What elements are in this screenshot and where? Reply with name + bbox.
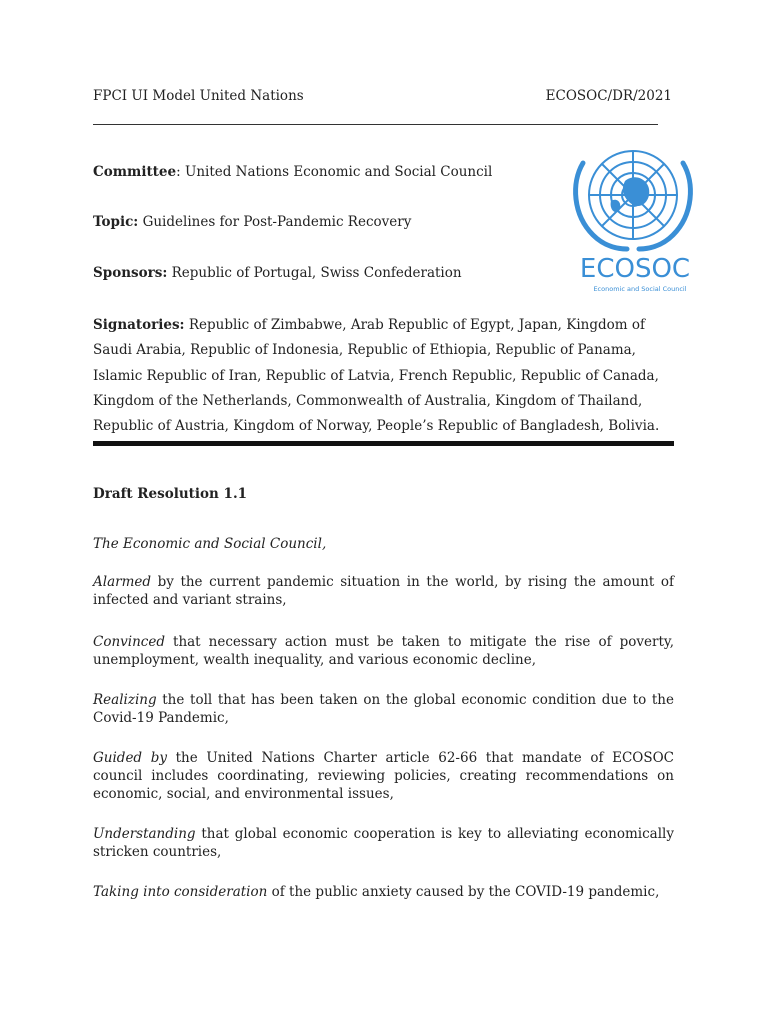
clause-item	[93, 573, 674, 609]
sponsors-value: Republic of Portugal, Swiss Confederation	[167, 265, 462, 281]
clause-lead: Convinced	[93, 634, 165, 650]
topic-line	[93, 213, 543, 231]
clause-text: that global economic cooperation is key to alleviating economically stricken countries,	[93, 826, 674, 860]
clause-lead: Understanding	[93, 826, 196, 842]
clause-text: the toll that has been taken on the global economic condition due to the Covid-19 Pandemic,	[93, 692, 674, 726]
signatories-label: Signatories:	[93, 317, 185, 333]
header-rule	[93, 124, 658, 125]
committee-line	[93, 163, 543, 181]
signatories-value: Republic of Zimbabwe, Arab Republic of Egypt, Japan, Kingdom of Saudi Arabia, Republic of Indonesia, Republic of Ethiopia, Republic of Panama, Islamic Republic of Iran, Republic of Latvia, French Republic, Republic of Canada, Kingdom of the Netherlands, Commonwealth of Australia, Kingdom of Thailand, Republic of Austria, Kingdom of Norway, People’s Republic of Bangladesh, Bolivia.	[93, 317, 660, 435]
clause-item	[93, 749, 674, 803]
clause-lead: Guided by	[93, 750, 167, 766]
clause-text: the United Nations Charter article 62-66 that mandate of ECOSOC council includes coordinating, reviewing policies, creating recommendations on economic, social, and environmental issues,	[93, 750, 674, 802]
preambulatory-clauses	[93, 573, 674, 923]
signatories-paragraph	[93, 313, 678, 439]
committee-label: Committee	[93, 164, 177, 180]
clause-text: by the current pandemic situation in the world, by rising the amount of infected and variant strains,	[93, 574, 674, 608]
ecosoc-logo	[563, 143, 719, 295]
clause-lead: Realizing	[93, 692, 157, 708]
clause-lead: Taking into consideration	[93, 884, 268, 900]
topic-label: Topic:	[93, 214, 139, 230]
clause-item	[93, 883, 674, 901]
resolution-preamble: The Economic and Social Council,	[93, 536, 327, 552]
clause-item	[93, 691, 674, 727]
clause-text: of the public anxiety caused by the COVID-19 pandemic,	[267, 884, 660, 900]
committee-value: : United Nations Economic and Social Council	[176, 164, 493, 180]
header-organizer: FPCI UI Model United Nations	[93, 88, 304, 104]
clause-text: that necessary action must be taken to mitigate the rise of poverty, unemployment, wealth inequality, and various economic decline,	[93, 634, 674, 668]
logo-ecosoc-text: ECOSOC	[579, 254, 691, 284]
header-document-code: ECOSOC/DR/2021	[545, 88, 672, 104]
clause-lead: Alarmed	[93, 574, 152, 590]
resolution-title: Draft Resolution 1.1	[93, 486, 248, 502]
section-divider	[93, 441, 674, 446]
sponsors-label: Sponsors:	[93, 265, 168, 281]
logo-subtext: Economic and Social Council	[593, 285, 687, 293]
topic-value: Guidelines for Post-Pandemic Recovery	[138, 214, 412, 230]
clause-item	[93, 633, 674, 669]
sponsors-line	[93, 264, 543, 282]
un-emblem-icon	[563, 143, 719, 295]
clause-item	[93, 825, 674, 861]
